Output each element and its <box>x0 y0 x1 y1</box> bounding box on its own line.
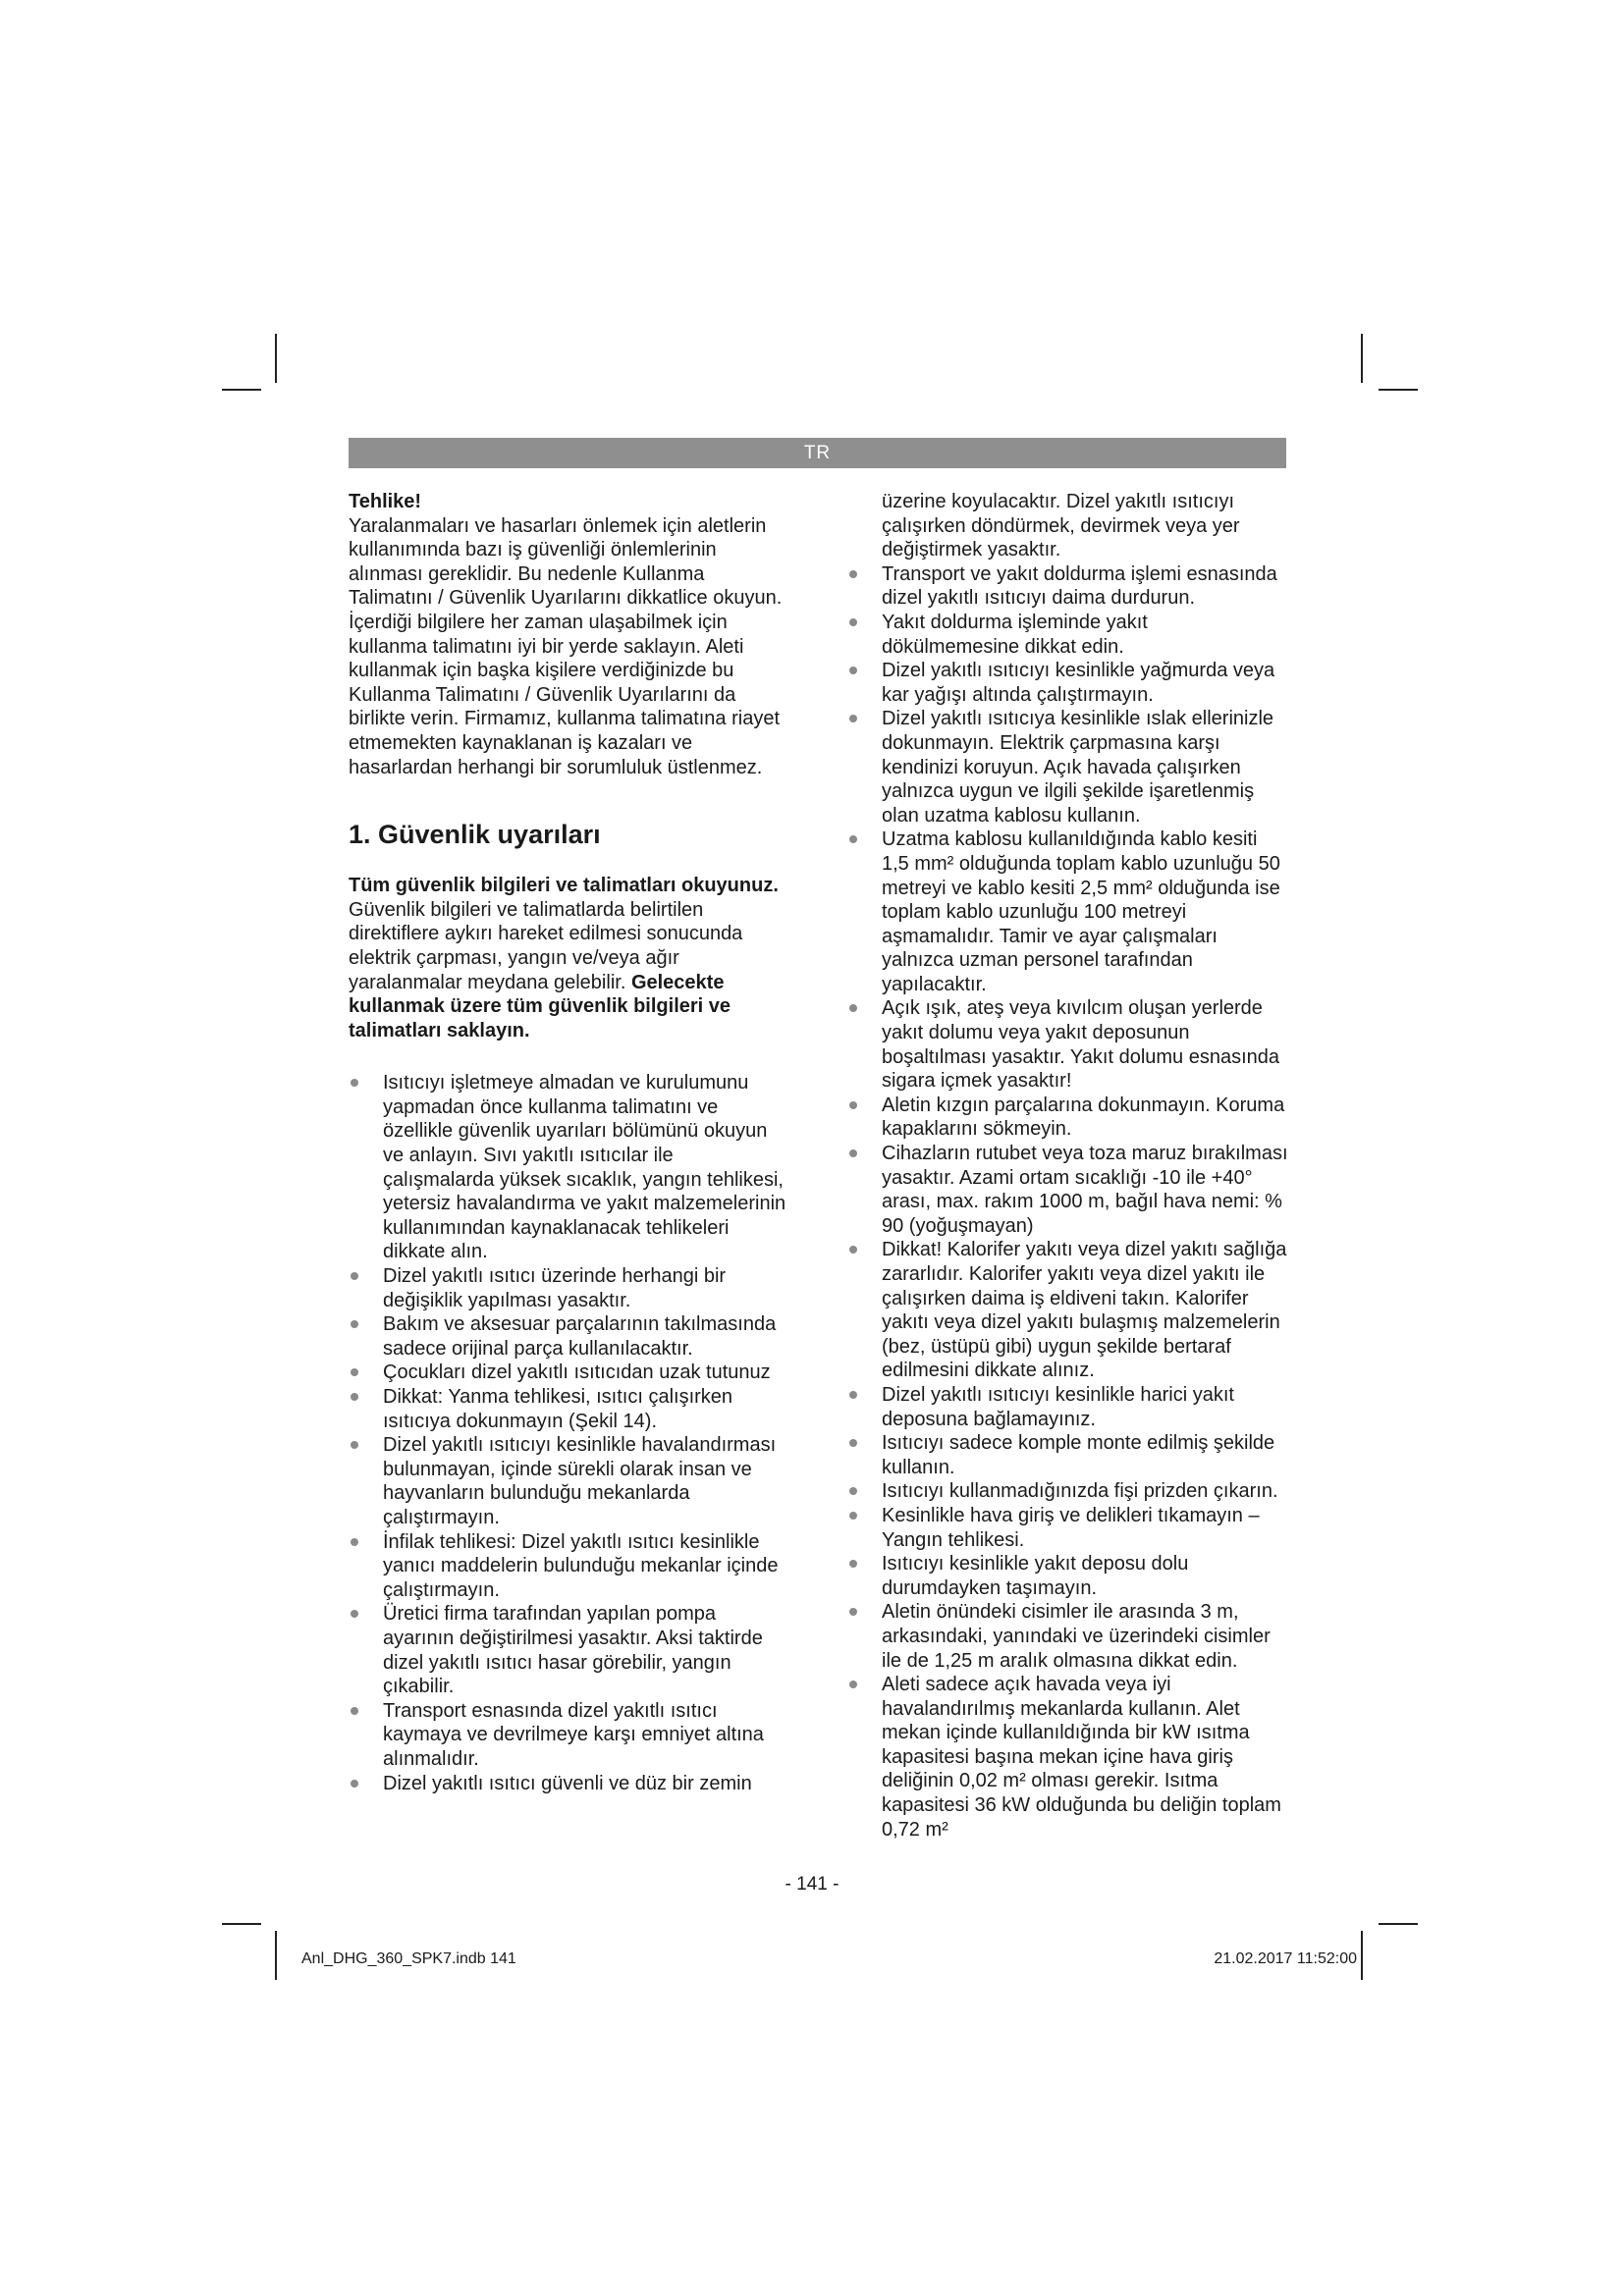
bullet-dot-icon <box>849 835 857 843</box>
page-number: - 141 - <box>785 1874 839 1895</box>
crop-mark <box>275 1931 277 1980</box>
list-item: Dikkat: Yanma tehlikesi, ısıtıcı çalışırken ısıtıcıya dokunmayın (Şekil 14). <box>349 1385 788 1433</box>
list-item: Dizel yakıtlı ısıtıcıya kesinlikle ıslak ellerinizle dokunmayın. Elektrik çarpmasına karşı kendinizi koruyun. Açık havada çalışırken yalnızca uygun ve ilgili şekilde işaretlenmiş olan uzatma kablosu kullanın. <box>847 707 1289 828</box>
bullet-dot-icon <box>849 1608 857 1616</box>
bullet-dot-icon <box>849 570 857 578</box>
crop-mark <box>275 334 277 383</box>
left-column <box>349 490 788 1795</box>
list-item: Aleti sadece açık havada veya iyi havalandırılmış mekanlarda kullanın. Alet mekan içinde kullanıldığında bir kW ısıtma kapasitesi başına mekan içine hava giriş deliğinin 0,02 m² olması gerekir. Isıtma kapasitesi 36 kW olduğunda bu deliğin toplam 0,72 m² <box>847 1673 1289 1842</box>
crop-mark <box>1379 389 1418 391</box>
list-item: Dizel yakıtlı ısıtıcı üzerinde herhangi bir değişiklik yapılması yasaktır. <box>349 1264 788 1312</box>
bullet-dot-icon <box>351 1610 358 1618</box>
right-bullet-list <box>847 562 1289 1842</box>
bullet-dot-icon <box>351 1320 358 1328</box>
list-item: Uzatma kablosu kullanıldığında kablo kesiti 1,5 mm² olduğunda toplam kablo uzunluğu 50 metreyi ve kablo kesiti 2,5 mm² olduğunda ise toplam kablo uzunluğu 100 metreyi aşmamalıdır. Tamir ve ayar çalışmaları yalnızca uzman personel tarafından yapılacaktır. <box>847 828 1289 996</box>
left-bullet-list <box>349 1071 788 1795</box>
crop-mark <box>1361 334 1363 383</box>
bullet-dot-icon <box>849 1681 857 1688</box>
crop-mark <box>1361 1931 1363 1980</box>
section-title: 1. Güvenlik uyarıları <box>349 820 601 850</box>
list-item: Aletin önündeki cisimler ile arasında 3 m, arkasındaki, yanındaki ve üzerindeki cisimler ile de 1,25 m aralık olmasına dikkat edin. <box>847 1600 1289 1673</box>
warning-text: Yaralanmaları ve hasarları önlemek için aletlerin kullanımında bazı iş güvenliği önlemlerinin alınması gereklidir. Bu nedenle Kullanma Talimatını / Güvenlik Uyarılarını dikkatlice okuyun. İçerdiği bilgilere her zaman ulaşabilmek için kullanma talimatını iyi bir yerde saklayın. Aleti kullanmak için başka kişilere verdiğinizde bu Kullanma Talimatını / Güvenlik Uyarılarını da birlikte verin. Firmamız, kullanma talimatına riayet etmemekten kaynaklanan iş kazaları ve hasarlardan herhangi bir sorumluluk üstlenmez. <box>349 514 783 778</box>
bullet-dot-icon <box>849 1391 857 1399</box>
list-item: Isıtıcıyı kullanmadığınızda fişi prizden çıkarın. <box>847 1479 1289 1504</box>
warning-title: Tehlike! <box>349 491 422 512</box>
list-item: Isıtıcıyı sadece komple monte edilmiş şekilde kullanın. <box>847 1431 1289 1479</box>
list-item: Dizel yakıtlı ısıtıcıyı kesinlikle havalandırması bulunmayan, içinde sürekli olarak insan ve hayvanların bulunduğu mekanlarda çalıştırmayın. <box>349 1433 788 1529</box>
bullet-dot-icon <box>351 1780 358 1788</box>
list-item: Kesinlikle hava giriş ve delikleri tıkamayın – Yangın tehlikesi. <box>847 1504 1289 1552</box>
bullet-dot-icon <box>351 1707 358 1715</box>
bullet-dot-icon <box>849 1487 857 1495</box>
crop-mark <box>222 389 261 391</box>
footer-file-info: Anl_DHG_360_SPK7.indb 141 <box>301 1950 516 1967</box>
intro-normal: Güvenlik bilgileri ve talimatlarda belirtilen direktiflere aykırı hareket edilmesi sonucunda elektrik çarpması, yangın ve/veya ağır yaralanmalar meydana gelebilir. <box>349 898 743 993</box>
list-item: İnfilak tehlikesi: Dizel yakıtlı ısıtıcı kesinlikle yanıcı maddelerin bulunduğu mekanlar içinde çalıştırmayın. <box>349 1530 788 1603</box>
bullet-dot-icon <box>351 1272 358 1280</box>
list-item: Yakıt doldurma işleminde yakıt dökülmemesine dikkat edin. <box>847 611 1289 659</box>
bullet-dot-icon <box>849 1560 857 1568</box>
intro-paragraph <box>349 874 788 1042</box>
bullet-dot-icon <box>849 1101 857 1109</box>
crop-mark <box>222 1923 261 1925</box>
bullet-dot-icon <box>351 1538 358 1546</box>
bullet-dot-icon <box>849 1149 857 1157</box>
list-item: Transport ve yakıt doldurma işlemi esnasında dizel yakıtlı ısıtıcıyı daima durdurun. <box>847 562 1289 611</box>
crop-mark <box>1379 1923 1418 1925</box>
bullet-dot-icon <box>849 1246 857 1254</box>
continuation-text: üzerine koyulacaktır. Dizel yakıtlı ısıtıcıyı çalışırken döndürmek, devirmek veya yer değiştirmek yasaktır. <box>882 491 1240 561</box>
list-item: Üretici firma tarafından yapılan pompa ayarının değiştirilmesi yasaktır. Aksi taktirde dizel yakıtlı ısıtıcı hasar görebilir, yangın çıkabilir. <box>349 1602 788 1698</box>
footer-timestamp: 21.02.2017 11:52:00 <box>1214 1950 1357 1967</box>
bullet-dot-icon <box>849 1512 857 1520</box>
bullet-dot-icon <box>849 1439 857 1447</box>
intro-bold-2: Gelecekte kullanmak üzere tüm güvenlik bilgileri ve talimatları saklayın. <box>349 971 731 1041</box>
list-item: Açık ışık, ateş veya kıvılcım oluşan yerlerde yakıt dolumu veya yakıt deposunun boşaltılması yasaktır. Yakıt dolumu esnasında sigara içmek yasaktır! <box>847 996 1289 1093</box>
right-column <box>847 490 1289 1842</box>
list-item: Bakım ve aksesuar parçalarının takılmasında sadece orijinal parça kullanılacaktır. <box>349 1312 788 1361</box>
language-header-bar: TR <box>349 438 1286 468</box>
intro-bold-1: Tüm güvenlik bilgileri ve talimatları okuyunuz. <box>349 875 779 897</box>
list-item: Aletin kızgın parçalarına dokunmayın. Koruma kapaklarını sökmeyin. <box>847 1094 1289 1142</box>
list-item: Dikkat! Kalorifer yakıtı veya dizel yakıtı sağlığa zararlıdır. Kalorifer yakıtı veya dizel yakıtı ile çalışırken daima iş eldiveni takın. Kalorifer yakıtı veya dizel yakıtı bulaşmış malzemelerin (bez, üstüpü gibi) uygun şekilde bertaraf edilmesini dikkate alınız. <box>847 1238 1289 1383</box>
bullet-dot-icon <box>849 618 857 626</box>
list-item: Dizel yakıtlı ısıtıcı güvenli ve düz bir zemin <box>349 1772 788 1796</box>
list-item: Çocukları dizel yakıtlı ısıtıcıdan uzak tutunuz <box>349 1361 788 1385</box>
bullet-dot-icon <box>351 1368 358 1376</box>
bullet-dot-icon <box>351 1079 358 1087</box>
bullet-dot-icon <box>351 1393 358 1401</box>
bullet-dot-icon <box>849 667 857 674</box>
list-item: Cihazların rutubet veya toza maruz bırakılması yasaktır. Azami ortam sıcaklığı -10 ile +40° arası, max. rakım 1000 m, bağıl hava nemi: % 90 (yoğuşmayan) <box>847 1142 1289 1238</box>
list-item: Dizel yakıtlı ısıtıcıyı kesinlikle yağmurda veya kar yağışı altında çalıştırmayın. <box>847 659 1289 707</box>
list-item: Isıtıcıyı kesinlikle yakıt deposu dolu durumdayken taşımayın. <box>847 1552 1289 1600</box>
list-item: Dizel yakıtlı ısıtıcıyı kesinlikle harici yakıt deposuna bağlamayınız. <box>847 1383 1289 1431</box>
list-item: Isıtıcıyı işletmeye almadan ve kurulumunu yapmadan önce kullanma talimatını ve özellikle güvenlik uyarıları bölümünü okuyun ve anlayın. Sıvı yakıtlı ısıtıcılar ile çalışmalarda yüksek sıcaklık, yangın tehlikesi, yetersiz havalandırma ve yakıt malzemelerinin kullanımından kaynaklanacak tehlikeleri dikkate alın. <box>349 1071 788 1264</box>
bullet-dot-icon <box>849 1004 857 1012</box>
list-item: Transport esnasında dizel yakıtlı ısıtıcı kaymaya ve devrilmeye karşı emniyet altına alınmalıdır. <box>349 1699 788 1772</box>
bullet-dot-icon <box>849 715 857 722</box>
bullet-dot-icon <box>351 1441 358 1449</box>
